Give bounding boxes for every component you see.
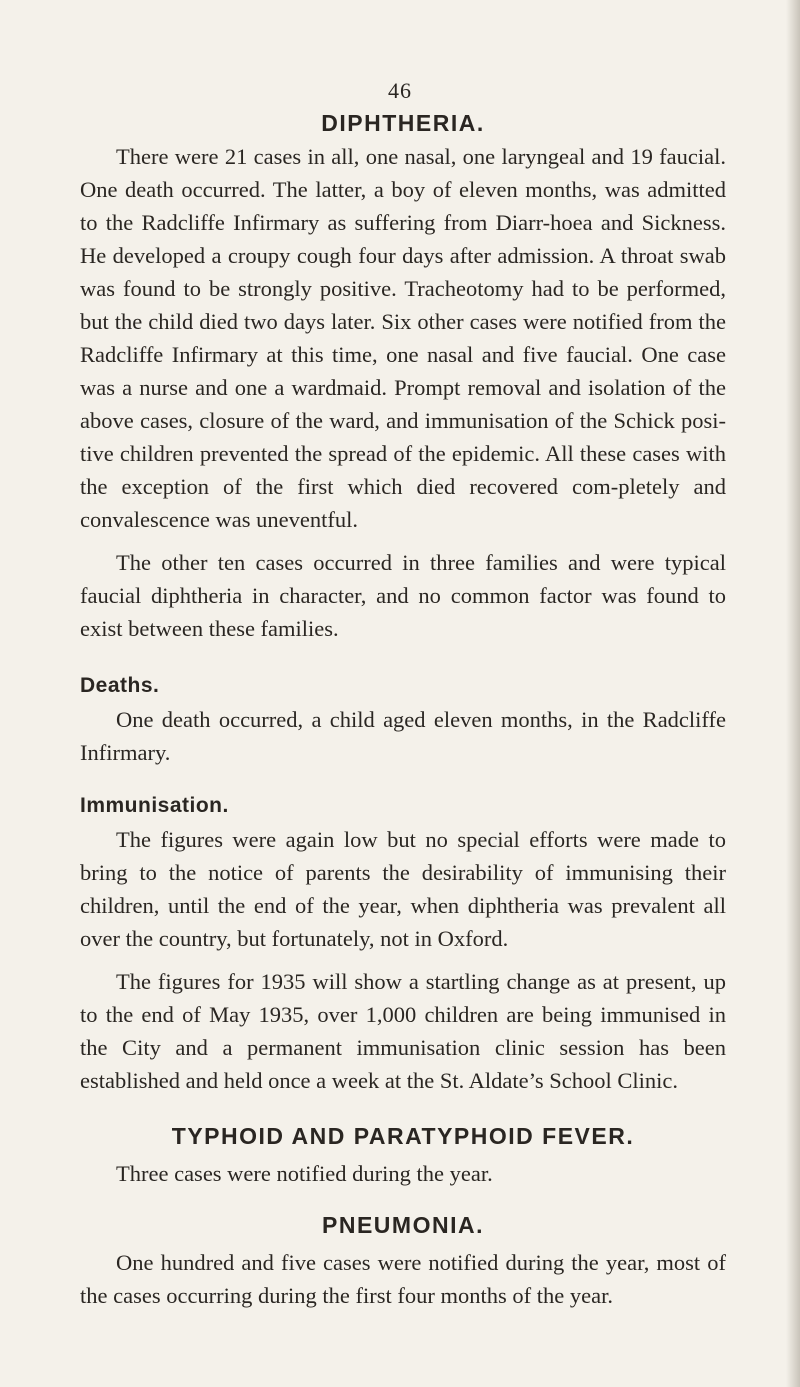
immunisation-heading: Immunisation.: [80, 794, 229, 817]
immunisation-paragraph-2: The figures for 1935 will show a startling change as at present, up to the end of May 1935, over 1,000 children are being immunised in the City and a permanent immunisation clinic session has been established and held once a week at the St. Aldate’s School Clinic.: [80, 969, 726, 1093]
page-edge-shadow: [786, 0, 800, 1387]
diphtheria-paragraph-2: The other ten cases occurred in three families and were typical faucial diphtheria in character, and no common factor was found to exist between these families.: [80, 550, 726, 641]
page-content: [80, 106, 726, 1312]
deaths-paragraph: One death occurred, a child aged eleven months, in the Radcliffe Infirmary.: [80, 707, 726, 765]
pneumonia-paragraph: One hundred and five cases were notified during the year, most of the cases occurring during the first four months of the year.: [80, 1250, 726, 1308]
typhoid-paragraph: Three cases were notified during the year.: [116, 1161, 493, 1186]
immunisation-paragraph-1: The figures were again low but no special efforts were made to bring to the notice of parents the desirability of immunising their children, until the end of the year, when diphtheria was prevalent all over the country, but fortunately, not in Oxford.: [80, 827, 726, 951]
page-number: 46: [388, 78, 412, 103]
pneumonia-heading: PNEUMONIA.: [322, 1212, 484, 1238]
typhoid-heading: TYPHOID AND PARATYPHOID FEVER.: [171, 1123, 635, 1149]
diphtheria-heading: DIPHTHERIA.: [321, 110, 485, 136]
deaths-heading: Deaths.: [80, 674, 160, 697]
diphtheria-paragraph-1: There were 21 cases in all, one nasal, one laryngeal and 19 faucial. One death occurred. The latter, a boy of eleven months, was admitted to the Radcliffe Infirmary as suffering from Diarr-hoea and Sickness. He developed a croupy cough four days after admission. A throat swab was found to be strongly positive. Tracheotomy had to be performed, but the child died two days later. Six other cases were notified from the Radcliffe Infirmary at this time, one nasal and five faucial. One case was a nurse and one a wardmaid. Prompt removal and isolation of the above cases, closure of the ward, and immunisation of the Schick posi-tive children prevented the spread of the epidemic. All these cases with the exception of the first which died recovered com-pletely and convalescence was uneventful.: [80, 144, 726, 532]
